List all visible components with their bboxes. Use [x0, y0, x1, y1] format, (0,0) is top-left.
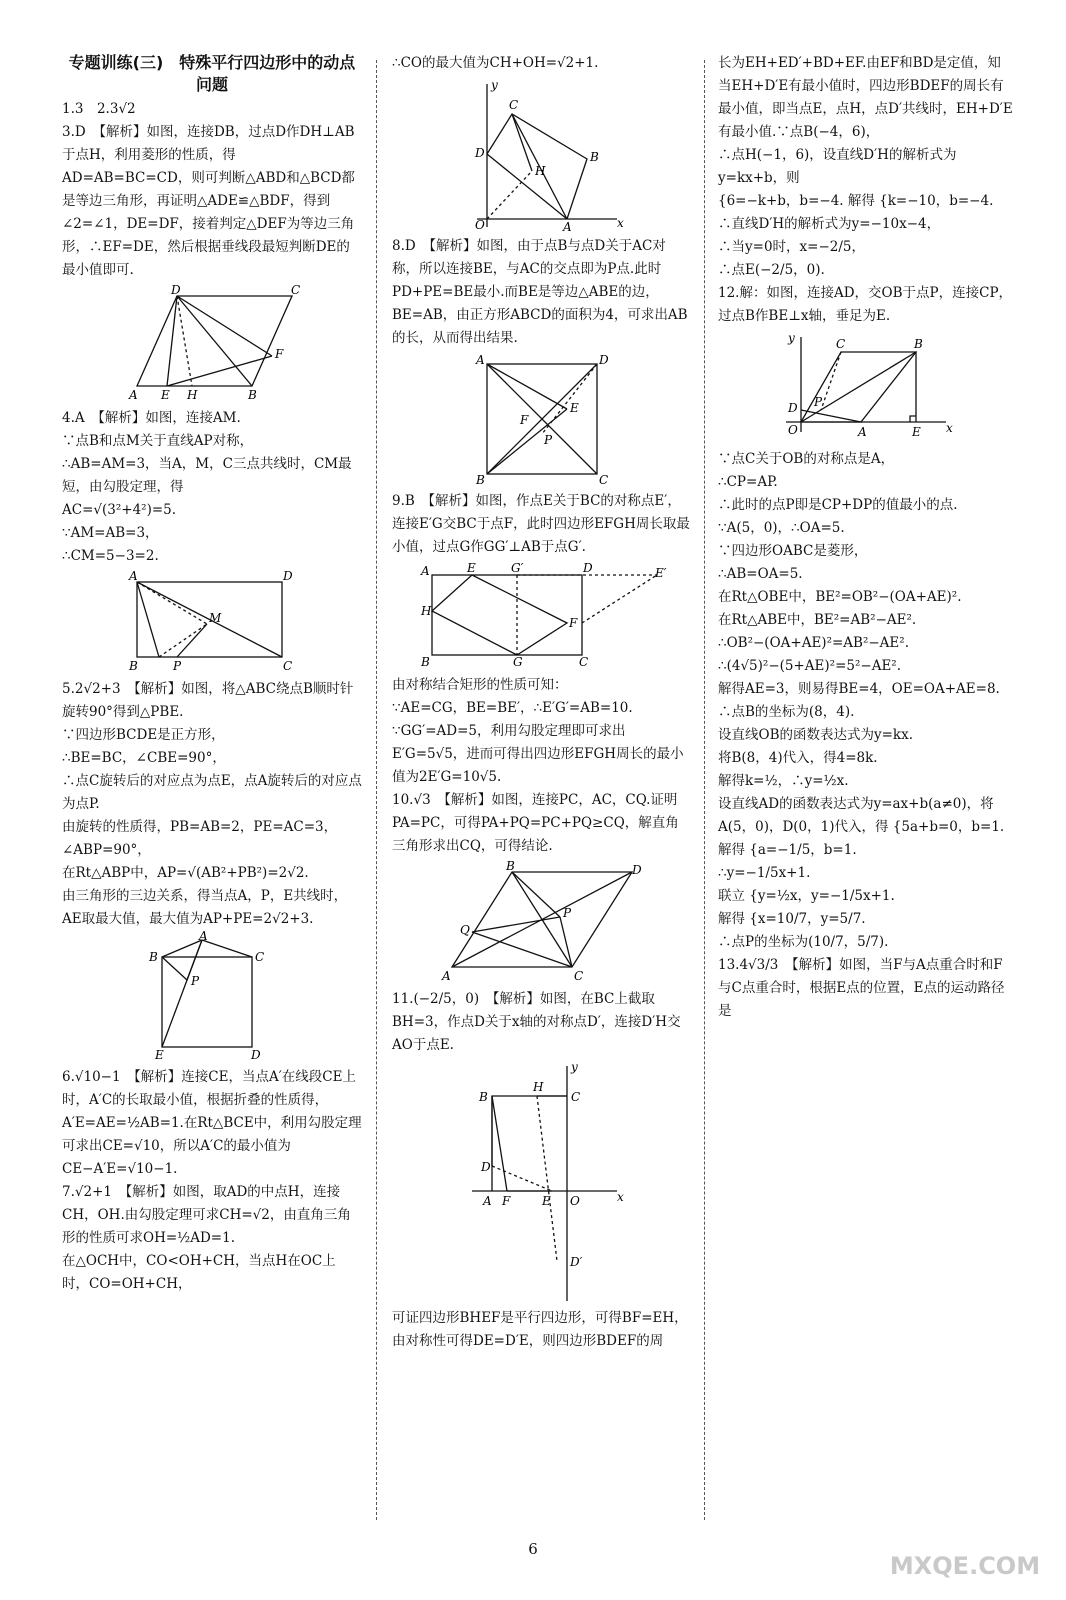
section-title: 专题训练(三) 特殊平行四边形中的动点问题 [68, 53, 356, 94]
text-line: ∵点C关于OB的对称点是A， [718, 451, 895, 467]
label: O [475, 218, 485, 232]
label: B [506, 859, 515, 873]
figure-rhombus-axis [776, 332, 956, 442]
label: D′ [570, 1255, 583, 1269]
label: G′ [511, 561, 524, 575]
label: F [502, 1194, 511, 1208]
text-block [392, 674, 692, 858]
label: y [491, 78, 498, 92]
label: E′ [655, 566, 667, 580]
text-line: 9.B 【解析】如图，作点E关于BC的对称点E′，连接E′G交BC于点F，此时四边形EFGH周长取最小值，过点G作GG′⊥AB于点G′. [392, 493, 690, 555]
label: C [283, 659, 293, 673]
label: B [149, 950, 158, 964]
text-line: 6.√10−1 【解析】连接CE，当点A′在线段CE上时，A′C的长取最小值，根据折叠的性质得， [62, 1069, 356, 1108]
text-line: 3.D 【解析】如图，连接DB，过点D作DH⊥AB于点H，利用菱形的性质，得AD=AB=BC=CD，则可判断△ABD和△BCD都是等边三角形，再证明△ADE≌△BDF，得到∠2=∠1，DE=DF，接着判定△DEF为等边三角形，∴EF=DE，然后根据垂线段最短判断DE的最小值即可. [62, 124, 355, 278]
text-line: ∴点B的坐标为(8，4). [718, 704, 855, 720]
label: P [563, 906, 572, 920]
text-line: ∴点C旋转后的对应点为点E，点A旋转后的对应点为点P. [62, 773, 362, 812]
text-line: 1.3 2.3√2 [62, 101, 136, 117]
figure-rhombus-pq [442, 859, 642, 983]
label: C [836, 337, 846, 351]
text-line: 由旋转的性质得，PB=AB=2，PE=AC=3，∠ABP=90°， [62, 819, 338, 858]
text-line: {6=−k+b，b=−4. 解得 {k=−10，b=−4. [718, 193, 994, 209]
label: E [570, 401, 579, 415]
text-line: ∴OB²−(OA+AE)²=AB²−AE². [718, 635, 909, 651]
label: D [599, 353, 609, 367]
text-line: 在Rt△ABE中，BE²=AB²−AE². [718, 612, 917, 628]
label: C [574, 969, 584, 983]
text-line: ∴此时的点P即是CP+DP的值最小的点. [718, 497, 958, 513]
figure-coordinate [457, 78, 627, 234]
label: A [476, 353, 485, 367]
text-line: ∴BE=BC，∠CBE=90°， [62, 750, 226, 766]
text-line: A′E=AE=½AB=1.在Rt△BCE中，利用勾股定理可求出CE=√10，所以A′C的最小值为CE−A′E=√10−1. [62, 1115, 362, 1177]
text-block [392, 490, 692, 559]
figure-axis-bhef [457, 1061, 627, 1301]
label: D [283, 569, 293, 583]
label: E [467, 561, 476, 575]
column-divider [704, 60, 705, 1520]
label: B [476, 473, 485, 487]
figure-rectangle [127, 569, 297, 673]
label: H [187, 388, 198, 402]
label: B [590, 150, 599, 164]
text-line: 4.A 【解析】如图，连接AM. [62, 410, 241, 426]
label: E [912, 425, 921, 439]
label: A [421, 564, 430, 578]
label: F [569, 616, 578, 630]
text-line: 13.4√3/3 【解析】如图，当F与A点重合时和F与C点重合时，根据E点的位置，E点的运动路径是 [718, 957, 1005, 1019]
label: A [442, 969, 451, 983]
label: D [583, 561, 593, 575]
text-line: 7.√2+1 【解析】如图，取AD的中点H，连接CH，OH.由勾股定理可求CH=√2，由直角三角形的性质可求OH=½AD=1. [62, 1184, 351, 1246]
text-block [718, 52, 1014, 328]
text-block [392, 235, 692, 350]
label: O [788, 423, 798, 437]
label: P [544, 433, 553, 447]
text-line: 11.(−2/5，0) 【解析】如图，在BC上截取BH=3，作点D关于x轴的对称点D′，连接D′H交AO于点E. [392, 991, 681, 1053]
text-block [718, 448, 1014, 1023]
column-3 [718, 52, 1014, 1023]
text-line: 设直线AD的函数表达式为y=ax+b(a≠0)，将A(5，0)，D(0，1)代入，得 {5a+b=0，b=1. 解得 {a=−1/5，b=1. [718, 796, 1005, 858]
text-block [392, 1307, 692, 1353]
column-divider [376, 60, 377, 1520]
text-line: ∵AE=CG，BE=BE′，∴E′G′=AB=10. [392, 700, 633, 716]
label: B [129, 659, 138, 673]
text-line: 8.D 【解析】如图，由于点B与点D关于AC对称，所以连接BE，与AC的交点即为P点.此时PD+PE=BE最小.而BE是等边△ABE的边，BE=AB，由正方形ABCD的面积为4，可求出AB的长，从而得出结果. [392, 238, 688, 346]
text-line: 在Rt△ABP中，AP=√(AB²+PB²)=2√2. [62, 865, 309, 881]
text-line: 解得k=½，∴y=½x. [718, 773, 849, 789]
label: E [542, 1194, 551, 1208]
text-line: ∴直线D′H的解析式为y=−10x−4， [718, 216, 941, 232]
watermark-logo: MXQE.COM [889, 1552, 1041, 1580]
text-line: ∴点P的坐标为(10/7，5/7). [718, 934, 889, 950]
label: P [814, 395, 823, 409]
label: B [479, 1090, 488, 1104]
text-block [392, 988, 692, 1057]
label: B [914, 337, 923, 351]
text-line: ∵四边形BCDE是正方形， [62, 727, 225, 743]
figure-rhombus [127, 283, 301, 402]
text-line: 由对称结合矩形的性质可知： [392, 677, 568, 693]
text-line: ∴CP=AP. [718, 474, 778, 490]
label: E [161, 388, 170, 402]
label: A [563, 220, 572, 234]
label: A [129, 388, 138, 402]
text-line: 解得 {x=10/7，y=5/7. [718, 911, 866, 927]
label: x [617, 216, 624, 230]
label: C [599, 473, 609, 487]
label: P [191, 974, 200, 988]
label: C [571, 1090, 581, 1104]
label: B [421, 655, 430, 669]
text-line: AC=√(3²+4²)=5. [62, 502, 177, 518]
figure-square-diagonal [472, 353, 612, 487]
text-line: 长为EH+ED′+BD+EF.由EF和BD是定值，知当EH+D′E有最小值时，四边形BDEF的周长有最小值，即当点E，点H，点D′共线时，EH+D′E有最小值.∵点B(−4，6)， [718, 55, 1013, 140]
label: A [129, 569, 138, 583]
text-line: ∴AB=OA=5. [718, 566, 803, 582]
text-line: 在Rt△OBE中，BE²=OB²−(OA+AE)². [718, 589, 962, 605]
figure-square [147, 929, 277, 1062]
label: O [570, 1194, 580, 1208]
text-line: ∴CM=5−3=2. [62, 548, 159, 564]
label: F [275, 347, 284, 361]
label: x [946, 421, 953, 435]
text-line: 联立 {y=½x，y=−1/5x+1. [718, 888, 895, 904]
text-line: 5.2√2+3 【解析】如图，将△ABC绕点B顺时针旋转90°得到△PBE. [62, 681, 354, 720]
label: D [632, 863, 642, 877]
label: H [421, 604, 432, 618]
text-block [62, 407, 362, 568]
text-line: 10.√3 【解析】如图，连接PC，AC，CQ.证明PA=PC，可得PA+PQ=PC+PQ≥CQ，解直角三角形求出CQ，可得结论. [392, 792, 679, 854]
text-line: ∴点H(−1，6)，设直线D′H的解析式为y=kx+b，则 [718, 147, 957, 186]
label: x [617, 1190, 624, 1204]
label: M [209, 611, 222, 625]
label: D [475, 146, 485, 160]
text-line: 12.解：如图，连接AD，交OB于点P，连接CP，过点B作BE⊥x轴，垂足为E. [718, 285, 1013, 324]
text-line: 解得AE=3，则易得BE=4，OE=OA+AE=8. [718, 681, 1000, 697]
label: D [788, 401, 798, 415]
label: H [533, 1080, 544, 1094]
text-line: ∴AB=AM=3，当A，M，C三点共线时，CM最短，由勾股定理，得 [62, 456, 352, 495]
text-line: 将B(8，4)代入，得4=8k. [718, 750, 878, 766]
label: H [535, 164, 546, 178]
text-line: 设直线OB的函数表达式为y=kx. [718, 727, 914, 743]
column-2 [392, 52, 692, 1353]
label: D [251, 1048, 261, 1062]
text-line: ∵A(5，0)，∴OA=5. [718, 520, 845, 536]
text-block [62, 678, 362, 931]
text-block [62, 98, 362, 282]
label: D [171, 283, 181, 297]
page-number: 6 [528, 1540, 538, 1558]
column-1 [62, 52, 362, 1296]
label: A [199, 929, 208, 943]
label: C [255, 950, 265, 964]
text-line: ∴点E(−2/5，0). [718, 262, 825, 278]
text-line: ∵AM=AB=3， [62, 525, 159, 541]
text-block [392, 52, 692, 75]
label: B [248, 388, 257, 402]
label: C [291, 283, 301, 297]
figure-rectangle-efgh [417, 563, 667, 668]
label: D [481, 1160, 491, 1174]
text-line: ∵GG′=AD=5，利用勾股定理即可求出E′G=5√5，进而可得出四边形EFGH周长的最小值为2E′G=10√5. [392, 723, 684, 785]
text-line: ∴(4√5)²−(5+AE)²=5²−AE². [718, 658, 902, 674]
text-block [62, 1066, 362, 1296]
label: y [571, 1060, 578, 1074]
text-line: ∴当y=0时，x=−2/5， [718, 239, 865, 255]
label: E [155, 1048, 164, 1062]
text-line: ∴y=−1/5x+1. [718, 865, 811, 881]
text-line: ∵四边形OABC是菱形， [718, 543, 868, 559]
label: C [509, 98, 519, 112]
text-line: 由三角形的三边关系，得当点A，P，E共线时，AE取最大值，最大值为AP+PE=2√2+3. [62, 888, 348, 927]
label: y [788, 331, 795, 345]
text-line: ∵点B和点M关于直线AP对称， [62, 433, 254, 449]
label: A [858, 425, 867, 439]
label: P [173, 659, 182, 673]
text-line: ∴CO的最大值为CH+OH=√2+1. [392, 55, 599, 71]
text-line: 在△OCH中，CO<OH+CH，当点H在OC上时，CO=OH+CH， [62, 1253, 336, 1292]
label: Q [460, 923, 470, 937]
label: C [579, 655, 589, 669]
label: F [520, 413, 529, 427]
text-line: 可证四边形BHEF是平行四边形，可得BF=EH，由对称性可得DE=D′E，则四边形BDEF的周 [392, 1310, 688, 1349]
label: G [513, 655, 523, 669]
label: A [483, 1194, 492, 1208]
